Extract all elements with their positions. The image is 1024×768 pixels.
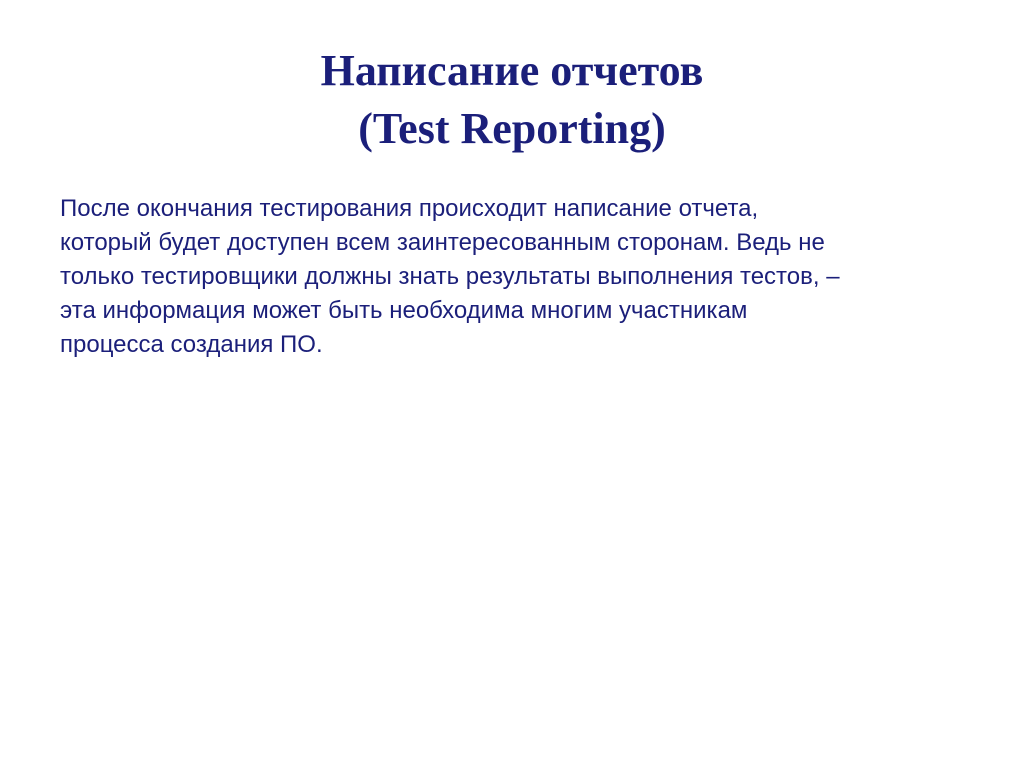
body-line-2: который будет доступен всем заинтересованным сторонам. Ведь не (60, 229, 825, 256)
slide-title (0, 42, 1024, 158)
body-line-4: эта информация может быть необходима многим участникам (60, 297, 748, 324)
body-line-1: После окончания тестирования происходит написание отчета, (60, 195, 759, 222)
slide-title-line-1: Написание отчетов (320, 46, 704, 95)
body-line-3: только тестировщики должны знать результаты выполнения тестов, – (60, 263, 840, 290)
slide-title-line-2: (Test Reporting) (358, 104, 666, 153)
body-line-5: процесса создания ПО. (60, 331, 323, 358)
slide-body-paragraph (60, 192, 980, 362)
